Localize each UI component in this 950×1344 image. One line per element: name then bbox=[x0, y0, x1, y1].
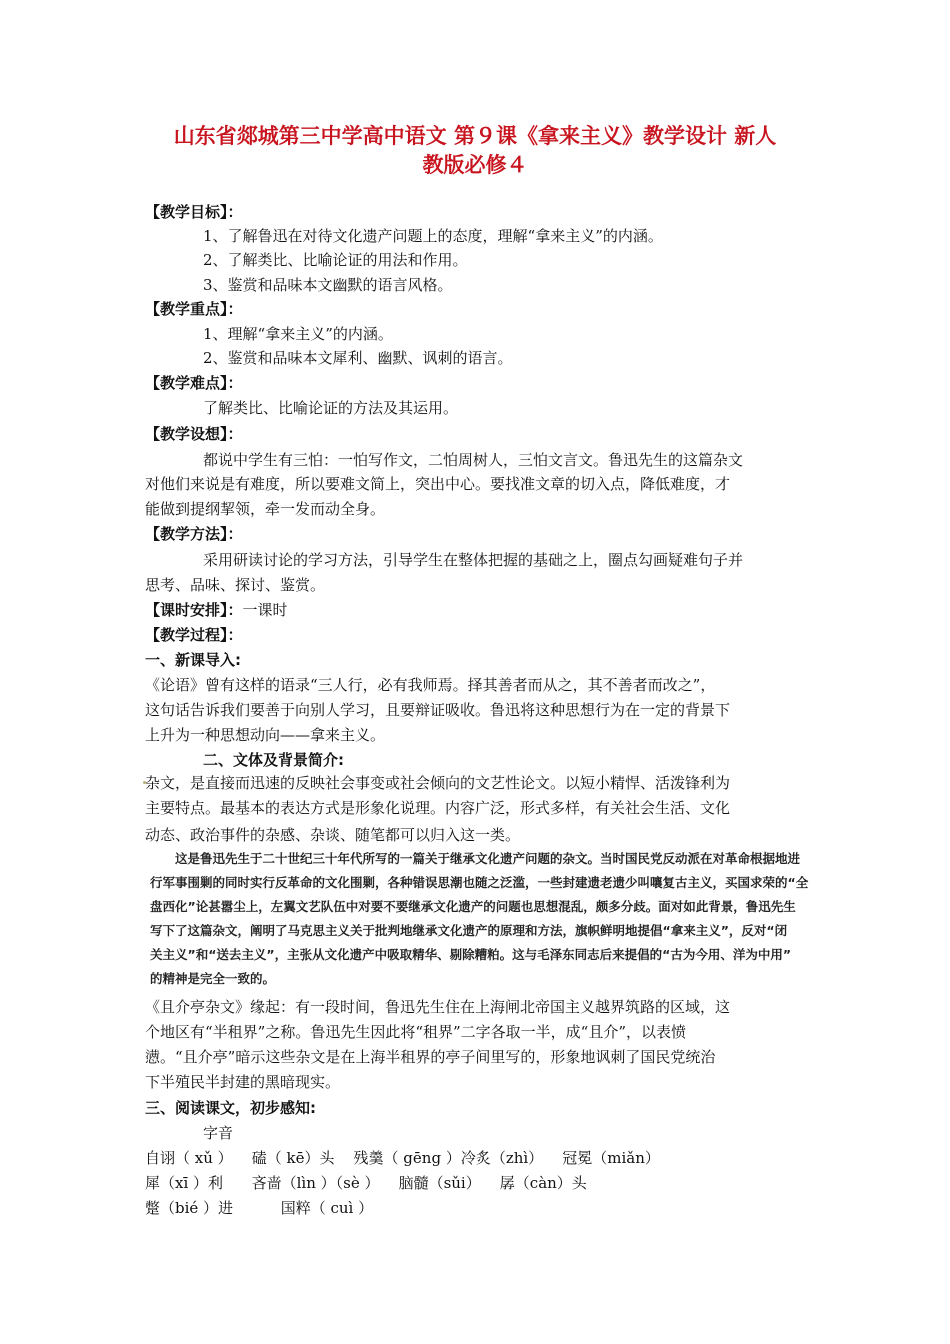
design-line: 能做到提纲挈领，牵一发而动全身。 bbox=[145, 500, 386, 518]
difficulties-text: 了解类比、比喻论证的方法及其运用。 bbox=[203, 399, 459, 417]
pronunciation-line: 蹩（bié ）进 国粹（ cuì ） bbox=[145, 1199, 374, 1217]
goals-heading: 【教学目标】： bbox=[145, 203, 243, 221]
reading-heading: 三、阅读课文，初步感知: bbox=[145, 1099, 316, 1117]
background-line: 这是鲁迅先生于二十世纪三十年代所写的一篇关于继承文化遗产问题的杂文。当时国民党反动派在对革命根据地进 bbox=[175, 851, 801, 866]
key-point-item: 2、鉴赏和品味本文犀利、幽默、讽刺的语言。 bbox=[203, 349, 513, 367]
background-line: 的精神是完全一致的。 bbox=[150, 971, 276, 986]
essay-line: 主要特点。最基本的表达方式是形象化说理。内容广泛，形式多样，有关社会生活、文化 bbox=[145, 799, 731, 817]
method-line: 采用研读讨论的学习方法，引导学生在整体把握的基础之上，圈点勾画疑难句子并 bbox=[203, 551, 744, 569]
design-line: 对他们来说是有难度，所以要难文简上，突出中心。要找准文章的切入点，降低难度，才 bbox=[145, 475, 731, 493]
design-heading: 【教学设想】： bbox=[145, 425, 243, 443]
background-line: 行军事围剿的同时实行反革命的文化围剿，各种错误思潮也随之泛滥，一些封建遗老遗少叫嚷复古主义，买国求荣的“全 bbox=[150, 875, 809, 890]
essay-line: 杂文，是直接而迅速的反映社会事变或社会倾向的文艺性论文。以短小精悍、活泼锋利为 bbox=[145, 774, 731, 792]
goal-item: 2、了解类比、比喻论证的用法和作用。 bbox=[203, 251, 468, 269]
intro-line: 《论语》曾有这样的语录“三人行，必有我师焉。择其善者而从之，其不善者而改之”， bbox=[145, 676, 716, 694]
key-point-item: 1、理解“拿来主义”的内涵。 bbox=[203, 325, 393, 343]
collection-line: 懑。“且介亭”暗示这些杂文是在上海半租界的亭子间里写的，形象地讽刺了国民党统治 bbox=[145, 1048, 716, 1066]
intro-heading: 一、新课导入: bbox=[145, 651, 241, 669]
design-line: 都说中学生有三怕：一怕写作文，二怕周树人，三怕文言文。鲁迅先生的这篇杂文 bbox=[203, 451, 744, 469]
difficulties-heading: 【教学难点】： bbox=[145, 374, 243, 392]
collection-line: 个地区有“半租界”之称。鲁迅先生因此将“租界”二字各取一半，成“且介”，以表愤 bbox=[145, 1023, 687, 1041]
schedule-row bbox=[145, 600, 288, 620]
collection-line: 《且介亭杂文》缘起：有一段时间，鲁迅先生住在上海闸北帝国主义越界筑路的区域，这 bbox=[145, 998, 731, 1016]
key-points-heading: 【教学重点】： bbox=[145, 300, 243, 318]
title-line-2: 教版必修４ bbox=[422, 153, 528, 177]
document-title bbox=[120, 122, 830, 180]
schedule-heading: 【课时安排】： bbox=[145, 601, 243, 619]
method-heading: 【教学方法】： bbox=[145, 525, 243, 543]
process-heading: 【教学过程】： bbox=[145, 626, 243, 644]
title-line-1: 山东省郯城第三中学高中语文 第９课《拿来主义》教学设计 新人 bbox=[173, 124, 777, 148]
goal-item: 1、了解鲁迅在对待文化遗产问题上的态度，理解“拿来主义”的内涵。 bbox=[203, 227, 663, 245]
pronunciation-label: 字音 bbox=[203, 1124, 234, 1142]
pronunciation-line: 自诩（ xǔ ） 磕（ kē）头 残羹（ gēng ）冷炙（zhì） 冠冕（miǎn） bbox=[145, 1149, 660, 1167]
intro-line: 上升为一种思想动向——拿来主义。 bbox=[145, 726, 386, 744]
pronunciation-line: 犀（xī ）利 吝啬（lìn ）（sè ） 脑髓（sǔi） 孱（càn）头 bbox=[145, 1174, 587, 1192]
collection-line: 下半殖民半封建的黑暗现实。 bbox=[145, 1073, 341, 1091]
goal-item: 3、鉴赏和品味本文幽默的语言风格。 bbox=[203, 276, 453, 294]
background-line: 盘西化”论甚嚣尘上，左翼文艺队伍中对要不要继承文化遗产的问题也思想混乱，颇多分歧。面对如此背景，鲁迅先生 bbox=[150, 899, 796, 914]
background-line: 写下了这篇杂文，阐明了马克思主义关于批判地继承文化遗产的原理和方法，旗帜鲜明地提倡“拿来主义”，反对“闭 bbox=[150, 923, 788, 938]
background-line: 关主义”和“送去主义”，主张从文化遗产中吸取精华、剔除糟粕。这与毛泽东同志后来提倡的“古为今用、洋为中用” bbox=[150, 947, 792, 962]
essay-line: 动态、政治事件的杂感、杂谈、随笔都可以归入这一类。 bbox=[145, 826, 521, 844]
background-heading: 二、文体及背景简介: bbox=[203, 751, 344, 769]
method-line: 思考、品味、探讨、鉴赏。 bbox=[145, 576, 326, 594]
intro-line: 这句话告诉我们要善于向别人学习，且要辩证吸收。鲁迅将这种思想行为在一定的背景下 bbox=[145, 701, 731, 719]
schedule-value: 一课时 bbox=[242, 601, 288, 619]
